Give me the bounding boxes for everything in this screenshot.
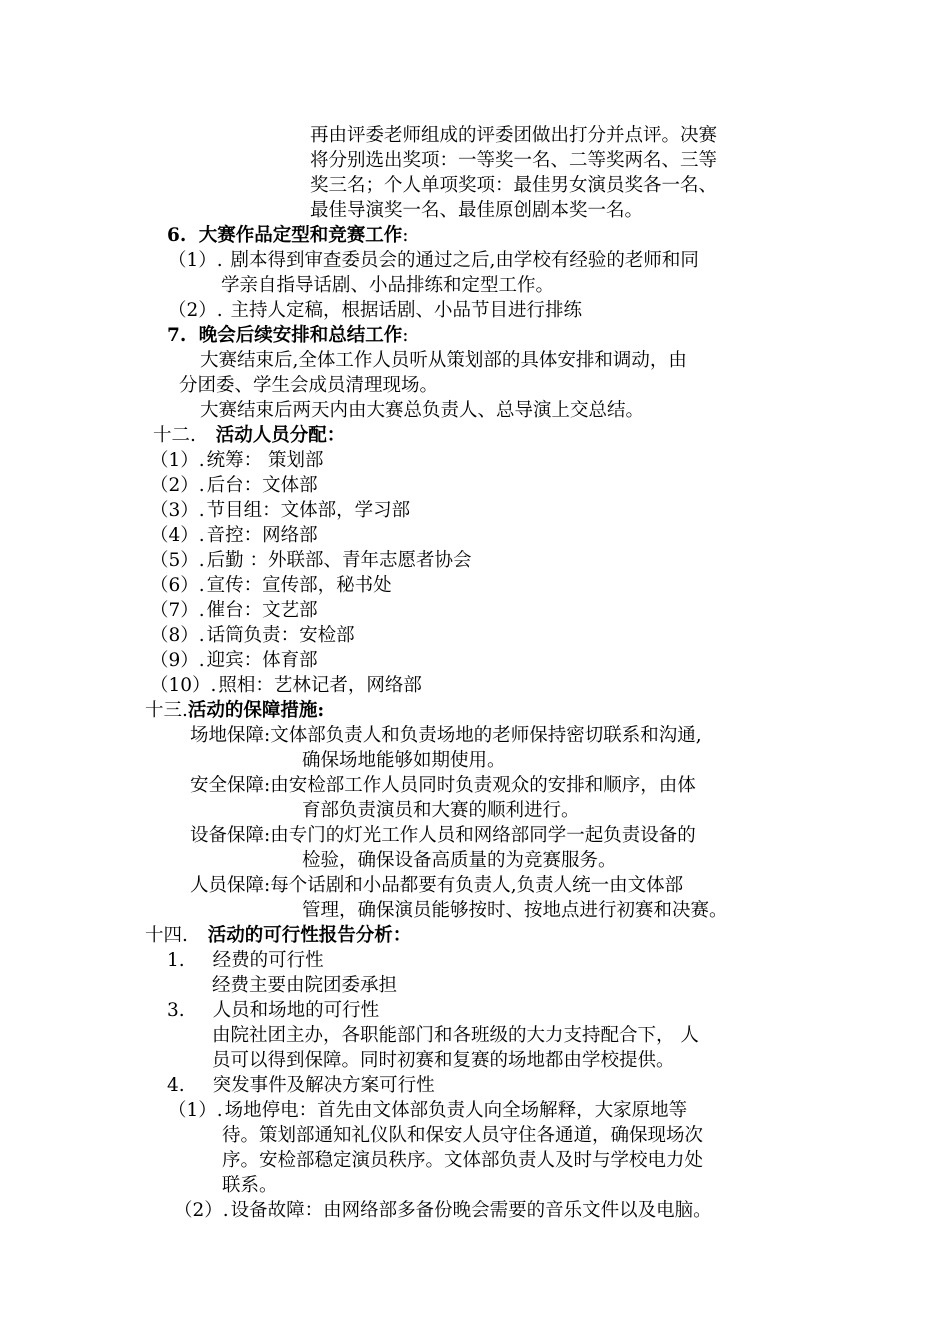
staff-item xyxy=(150,623,355,648)
judging-line-1: 再由评委老师组成的评委团做出打分并点评。决赛 xyxy=(310,125,718,146)
section-6-item-1-number: （1）. xyxy=(168,250,223,271)
guarantee-text: 文体部负责人和负责场地的老师保持密切联系和沟通, xyxy=(270,725,702,746)
section-14-number: 十四. xyxy=(145,925,188,946)
guarantee-text-line-2: 检验，确保设备高质量的为竞赛服务。 xyxy=(302,850,617,871)
feasibility-funding-text: 经费主要由院团委承担 xyxy=(212,975,398,996)
emergency-power-line-2: 待。策划部通知礼仪队和保安人员守住各通道，确保现场次 xyxy=(222,1125,704,1146)
guarantee-label: 设备保障: xyxy=(190,825,271,846)
section-12-title: 活动人员分配： xyxy=(215,425,346,446)
staff-item-text: 照相：艺林记者，网络部 xyxy=(218,675,422,696)
section-13-heading xyxy=(145,698,324,723)
staff-item-text: 统筹： 策划部 xyxy=(206,450,324,471)
staff-item xyxy=(150,448,324,473)
staff-item-number: （4）. xyxy=(150,525,205,546)
staff-item-text: 音控：网络部 xyxy=(206,525,318,546)
guarantee-text-line-2: 育部负责演员和大赛的顺利进行。 xyxy=(302,800,580,821)
guarantee-text: 由专门的灯光工作人员和网络部同学一起负责设备的 xyxy=(270,825,696,846)
guarantee-text-line-2: 确保场地能够如期使用。 xyxy=(302,750,506,771)
feasibility-staff-venue-line-1: 由院社团主办，各职能部门和各班级的大力支持配合下， 人 xyxy=(212,1025,699,1046)
feasibility-item-emergency xyxy=(167,1073,435,1098)
section-7-title: 晚会后续安排和总结工作 xyxy=(198,325,403,346)
staff-item-number: （2）. xyxy=(150,475,205,496)
emergency-number: （2）. xyxy=(174,1200,229,1221)
guarantee-text-line-2: 管理，确保演员能够按时、按地点进行初赛和决赛。 xyxy=(302,900,728,921)
staff-item-text: 催台：文艺部 xyxy=(206,600,318,621)
judging-line-4: 最佳导演奖一名、最佳原创剧本奖一名。 xyxy=(310,200,644,221)
section-6-title: 大赛作品定型和竞赛工作 xyxy=(198,225,403,246)
section-7-paragraph-2: 大赛结束后两天内由大赛总负责人、总导演上交总结。 xyxy=(200,400,645,421)
emergency-item-equipment xyxy=(174,1198,712,1223)
staff-item xyxy=(150,498,410,523)
section-7-paragraph-1-line-1: 大赛结束后,全体工作人员听从策划部的具体安排和调动，由 xyxy=(200,350,687,371)
section-7-number: 7. xyxy=(167,325,187,346)
emergency-text: 场地停电：首先由文体部负责人向全场解释，大家原地等 xyxy=(224,1100,688,1121)
section-6-item-2-number: （2）. xyxy=(168,300,223,321)
staff-item xyxy=(150,598,318,623)
section-14-heading xyxy=(145,923,411,948)
feasibility-item-funding xyxy=(167,948,324,973)
staff-item xyxy=(150,673,422,698)
staff-item-number: （9）. xyxy=(150,650,205,671)
staff-item xyxy=(150,573,392,598)
section-7-paragraph-1-line-2: 分团委、学生会成员清理现场。 xyxy=(179,375,439,396)
section-7-colon: : xyxy=(402,325,409,346)
guarantee-item xyxy=(190,723,702,748)
guarantee-item xyxy=(190,823,696,848)
feasibility-title: 人员和场地的可行性 xyxy=(212,1000,380,1021)
judging-line-3: 奖三名；个人单项奖项：最佳男女演员奖各一名、 xyxy=(310,175,718,196)
section-6-item-1-line-2: 学亲自指导话剧、小品排练和定型工作。 xyxy=(221,275,555,296)
guarantee-item xyxy=(190,873,683,898)
feasibility-title: 突发事件及解决方案可行性 xyxy=(212,1075,435,1096)
feasibility-staff-venue-line-2: 员可以得到保障。同时初赛和复赛的场地都由学校提供。 xyxy=(212,1050,675,1071)
guarantee-label: 安全保障: xyxy=(190,775,271,796)
staff-item-number: （10）. xyxy=(150,675,217,696)
emergency-power-line-3: 序。安检部稳定演员秩序。文体部负责人及时与学校电力处 xyxy=(222,1150,704,1171)
section-6-item-2 xyxy=(168,298,582,323)
feasibility-number: 1. xyxy=(167,950,185,971)
feasibility-title: 经费的可行性 xyxy=(212,950,324,971)
staff-item-number: （6）. xyxy=(150,575,205,596)
section-6-colon: : xyxy=(402,225,409,246)
staff-item-text: 后勤 ：外联部、青年志愿者协会 xyxy=(206,550,472,571)
staff-item xyxy=(150,473,318,498)
guarantee-label: 场地保障: xyxy=(190,725,271,746)
staff-item-number: （8）. xyxy=(150,625,205,646)
emergency-power-line-4: 联系。 xyxy=(222,1175,278,1196)
section-13-title: 活动的保障措施: xyxy=(187,700,325,721)
judging-line-2: 将分别选出奖项：一等奖一名、二等奖两名、三等 xyxy=(310,150,718,171)
feasibility-number: 4. xyxy=(167,1075,185,1096)
section-6-item-1-text: 剧本得到审查委员会的通过之后,由学校有经验的老师和同 xyxy=(230,250,699,271)
section-13-number: 十三. xyxy=(145,700,188,721)
section-12-number: 十二. xyxy=(153,425,196,446)
staff-item-text: 后台：文体部 xyxy=(206,475,318,496)
staff-item-number: （5）. xyxy=(150,550,205,571)
staff-item-text: 宣传：宣传部，秘书处 xyxy=(206,575,392,596)
staff-item-number: （3）. xyxy=(150,500,205,521)
staff-item xyxy=(150,648,318,673)
staff-item-text: 迎宾：体育部 xyxy=(206,650,318,671)
feasibility-number: 3. xyxy=(167,1000,185,1021)
emergency-number: （1）. xyxy=(168,1100,223,1121)
emergency-text: 设备故障：由网络部多备份晚会需要的音乐文件以及电脑。 xyxy=(230,1200,712,1221)
emergency-item-power xyxy=(168,1098,687,1123)
feasibility-item-staff-venue xyxy=(167,998,379,1023)
staff-item xyxy=(150,523,318,548)
section-14-title: 活动的可行性报告分析： xyxy=(207,925,412,946)
section-12-heading xyxy=(153,423,345,448)
staff-item-number: （1）. xyxy=(150,450,205,471)
guarantee-text: 由安检部工作人员同时负责观众的安排和顺序，由体 xyxy=(270,775,696,796)
guarantee-text: 每个话剧和小品都要有负责人,负责人统一由文体部 xyxy=(270,875,684,896)
guarantee-label: 人员保障: xyxy=(190,875,271,896)
section-6-heading xyxy=(167,223,409,248)
section-7-heading xyxy=(167,323,409,348)
staff-item-text: 节目组：文体部，学习部 xyxy=(206,500,411,521)
section-6-item-1 xyxy=(168,248,699,273)
section-6-item-2-text: 主持人定稿，根据话剧、小品节目进行排练 xyxy=(230,300,583,321)
section-6-number: 6. xyxy=(167,225,187,246)
staff-item-number: （7）. xyxy=(150,600,205,621)
guarantee-item xyxy=(190,773,696,798)
staff-item xyxy=(150,548,472,573)
staff-item-text: 话筒负责：安检部 xyxy=(206,625,355,646)
